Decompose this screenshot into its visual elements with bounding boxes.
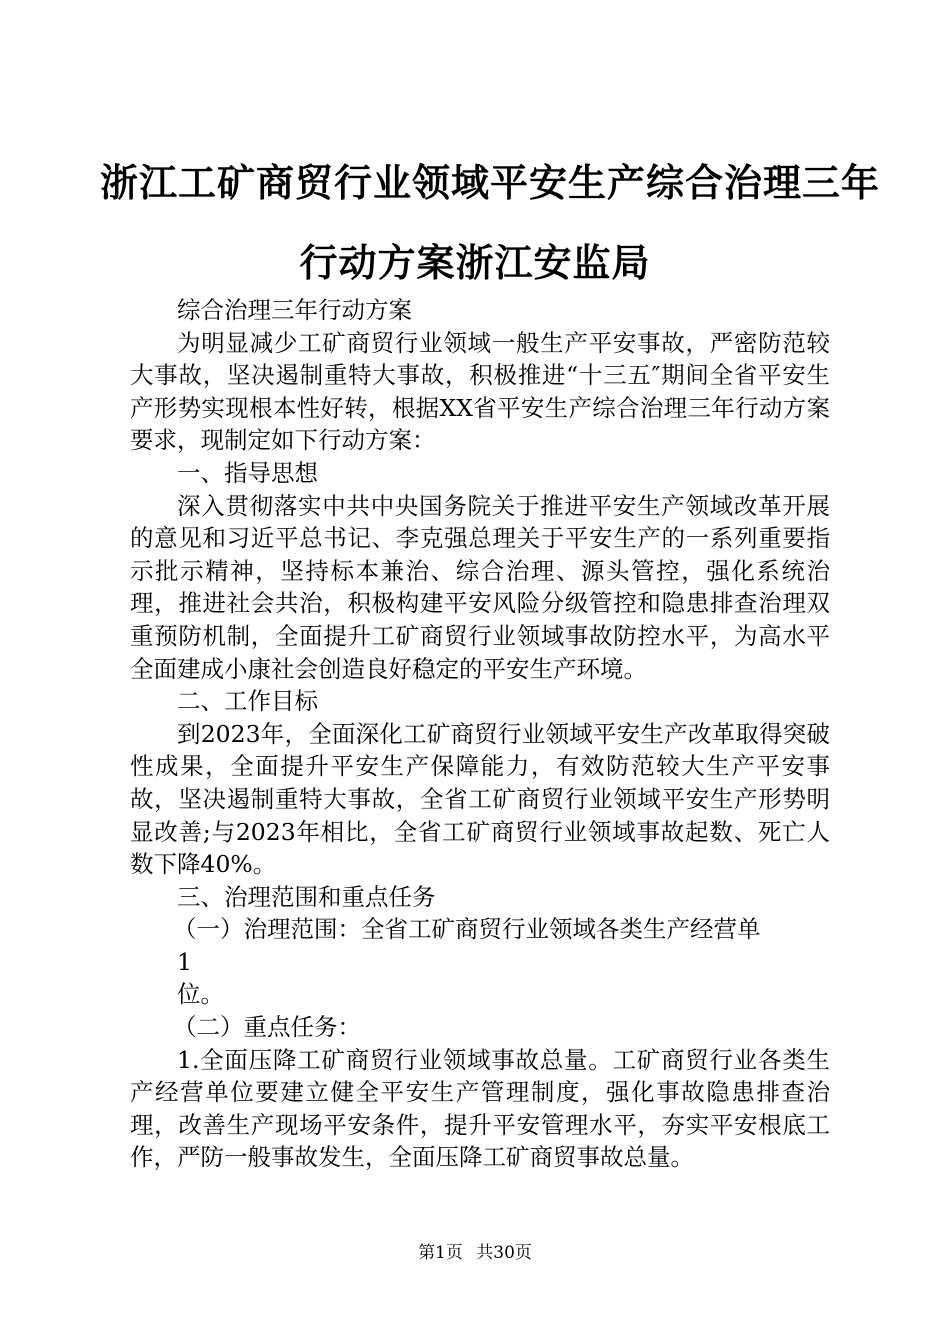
document-title-line-2: 行动方案浙江安监局 [299,240,651,285]
document-body [130,294,830,1174]
heading-scope-and-tasks: 三、治理范围和重点任务 [177,882,436,911]
document-title-line-1: 浙江工矿商贸行业领域平安生产综合治理三年 [100,160,881,205]
page-number: 第1页 [418,1243,463,1263]
heading-key-tasks: （二）重点任务： [173,1013,361,1042]
paragraph-key-task-1: 1.全面压降工矿商贸行业领域事故总量。工矿商贸行业各类生产经营单位要建立健全平安生产管理制度，强化事故隐患排查治理，改善生产现场平安条件，提升平安管理水平，夯实平安根底工作，严防一般事故发生，全面压降工矿商贸事故总量。 [130,1045,830,1172]
paragraph-scope-continued: 位。 [177,980,224,1009]
page-total: 共30页 [476,1243,532,1263]
stray-page-number: 1 [177,947,192,976]
paragraph-intro: 为明显减少工矿商贸行业领域一般生产平安事故，严密防范较大事故，坚决遏制重特大事故，积极推进“十三五″期间全省平安生产形势实现根本性好转，根据XX省平安生产综合治理三年行动方案要求，现制定如下行动方案： [130,328,830,455]
paragraph-work-goals: 到2023年，全面深化工矿商贸行业领域平安生产改革取得突破性成果，全面提升平安生产保障能力，有效防范较大生产平安事故，坚决遏制重特大事故，全省工矿商贸行业领域平安生产形势明显改善;与2023年相比，全省工矿商贸行业领域事故起数、死亡人数下降40%。 [130,719,830,879]
paragraph-scope: （一）治理范围：全省工矿商贸行业领域各类生产经营单 [173,915,761,944]
page-footer [0,1242,950,1264]
heading-work-goals: 二、工作目标 [177,687,318,716]
heading-guiding-ideology: 一、指导思想 [177,458,318,487]
paragraph-subtitle: 综合治理三年行动方案 [177,296,412,324]
paragraph-guiding-ideology: 深入贯彻落实中共中央国务院关于推进平安生产领域改革开展的意见和习近平总书记、李克强总理关于平安生产的一系列重要指示批示精神，坚持标本兼治、综合治理、源头管控，强化系统治理，推进社会共治，积极构建平安风险分级管控和隐患排查治理双重预防机制，全面提升工矿商贸行业领域事故防控水平，为高水平全面建成小康社会创造良好稳定的平安生产环境。 [130,491,830,683]
